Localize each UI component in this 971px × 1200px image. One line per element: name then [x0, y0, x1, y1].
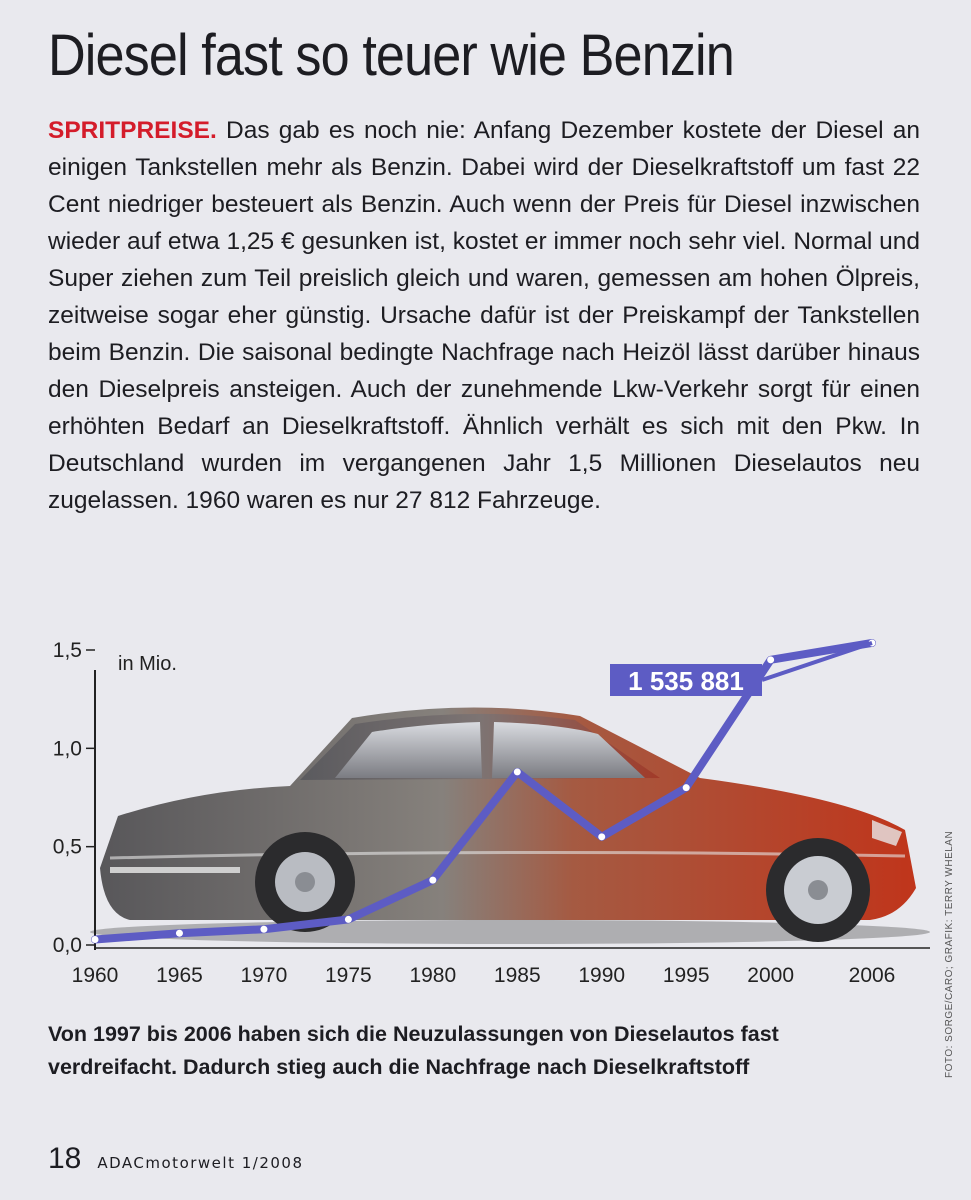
x-tick-label: 1995 [662, 964, 710, 987]
x-tick-label: 1990 [578, 964, 626, 987]
data-point [767, 656, 774, 663]
car-illustration [90, 707, 930, 944]
article-kicker: SPRITPREISE. [48, 117, 217, 144]
photo-credit: FOTO: SORGE/CARO; GRAFIK: TERRY WHELAN [944, 830, 955, 1078]
x-tick-label: 1960 [71, 964, 119, 987]
y-tick-label: 0,5 [52, 835, 82, 859]
data-point [92, 936, 99, 943]
article-title: Diesel fast so teuer wie Benzin [48, 23, 734, 88]
x-tick-label: 1965 [156, 964, 203, 987]
y-tick-label: 1,0 [52, 737, 82, 761]
data-point [260, 926, 267, 933]
chart-caption: Von 1997 bis 2006 haben sich die Neuzulassungen von Dieselautos fast verdreifacht. Dadurch stieg auch die Nachfrage nach Dieselkraftstoff [48, 1022, 779, 1079]
data-point [176, 930, 183, 937]
page-footer [48, 1142, 304, 1176]
x-tick-label: 1970 [240, 964, 288, 987]
diesel-registrations-chart [0, 620, 971, 1000]
article-body-text: Das gab es noch nie: Anfang Dezember kostete der Diesel an einigen Tankstellen mehr als Benzin. Dabei wird der Dieselkraftstoff um fast 22 Cent niedriger besteuert als Benzin. Auch wenn der Preis für Diesel inzwischen wieder auf etwa 1,25 € gesunken ist, kostet er immer noch sehr viel. Normal und Super ziehen zum Teil preislich gleich und waren, gemessen am hohen Ölpreis, zeitweise sogar eher günstig. Ursache dafür ist der Preiskampf der Tankstellen beim Benzin. Die saisonal bedingte Nachfrage nach Heizöl lässt darüber hinaus den Dieselpreis ansteigen. Auch der zunehmende Lkw-Verkehr sorgt für einen erhöhten Bedarf an Dieselkraftstoff. Ähnlich verhält es sich mit den Pkw. In Deutschland wurden im vergangenen Jahr 1,5 Millionen Dieselautos neu zugelassen. 1960 waren es nur 27 812 Fahrzeuge. [48, 117, 920, 514]
data-point [683, 784, 690, 791]
y-tick-label: 1,5 [52, 639, 82, 662]
page-number: 18 [48, 1142, 82, 1175]
data-point [345, 916, 352, 923]
y-tick-label: 0,0 [52, 934, 82, 957]
x-tick-label: 1975 [325, 964, 372, 987]
x-tick-label: 2006 [848, 964, 896, 987]
y-axis-ticks [53, 639, 95, 957]
x-tick-label: 2000 [747, 964, 795, 987]
magazine-name: ADACmotorwelt 1/2008 [97, 1154, 304, 1172]
unit-label: in Mio. [118, 653, 177, 675]
highlight-label: 1 535 881 [628, 666, 744, 696]
x-tick-label: 1980 [409, 964, 457, 987]
data-point [598, 833, 605, 840]
data-point [514, 768, 521, 775]
article-body [48, 112, 920, 519]
data-point [429, 877, 436, 884]
x-axis-ticks [72, 964, 896, 987]
x-tick-label: 1985 [493, 964, 541, 987]
